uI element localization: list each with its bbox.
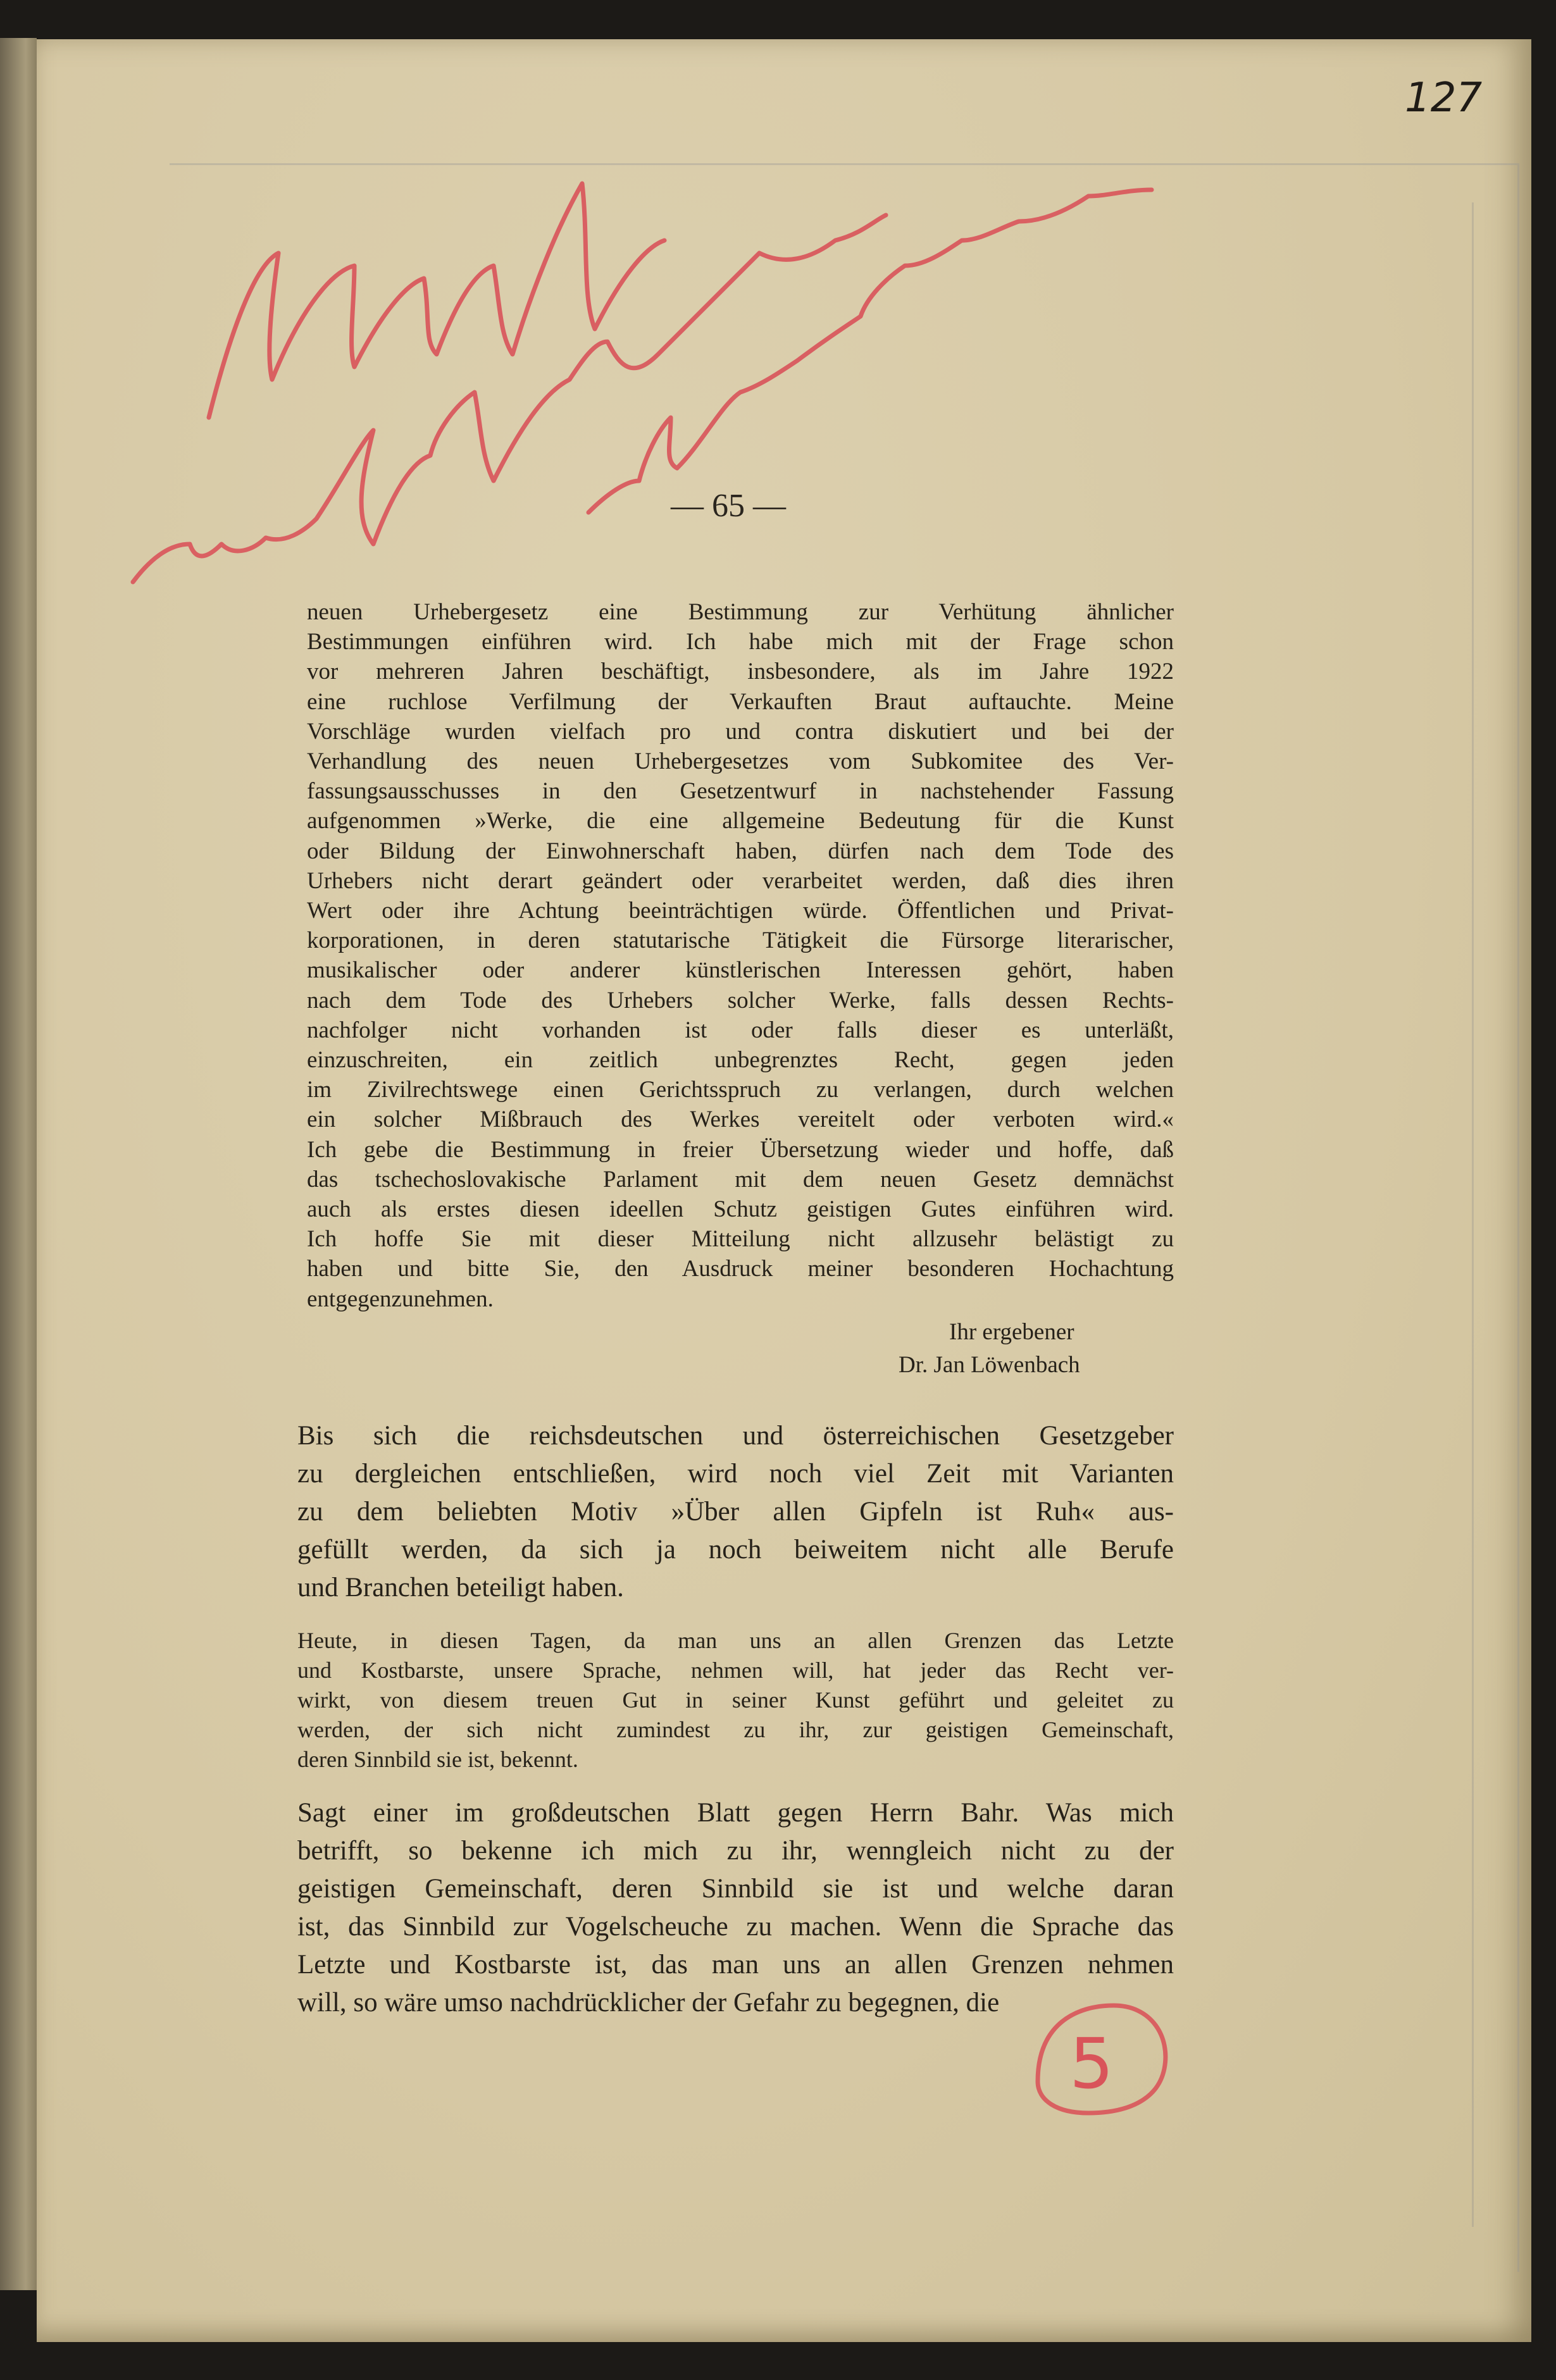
text-line: zu dem beliebten Motiv »Über allen Gipfeln ist Ruh« aus- <box>297 1497 1174 1527</box>
text-line: Verhandlung des neuen Urhebergesetzes vom Subkomitee des Ver- <box>307 748 1174 775</box>
text-line: auch als erstes diesen ideellen Schutz geistigen Gutes einführen wird. <box>307 1196 1174 1223</box>
text-line: will, so wäre umso nachdrücklicher der Gefahr zu begegnen, die <box>297 1988 1000 2017</box>
letter-body <box>307 597 1174 1314</box>
folio-number: 127 <box>1405 75 1483 121</box>
text-line: musikalischer oder anderer künstlerischen Interessen gehört, haben <box>307 957 1174 984</box>
text-line: fassungsausschusses in den Gesetzentwurf in nachstehender Fassung <box>307 778 1174 805</box>
text-line: ein solcher Mißbrauch des Werkes vereitelt oder verboten wird.« <box>307 1106 1174 1133</box>
text-line: nach dem Tode des Urhebers solcher Werke, falls dessen Rechts- <box>307 987 1174 1013</box>
text-line: Ich hoffe Sie mit dieser Mitteilung nicht allzusehr belästigt zu <box>307 1226 1174 1253</box>
text-line: korporationen, in deren statutarische Tätigkeit die Fürsorge literarischer, <box>307 927 1174 954</box>
text-line: nachfolger nicht vorhanden ist oder falls dieser es unterläßt, <box>307 1017 1174 1043</box>
text-line: neuen Urhebergesetz eine Bestimmung zur Verhütung ähnlicher <box>307 599 1174 625</box>
text-line: Bis sich die reichsdeutschen und österreichischen Gesetzgeber <box>297 1421 1174 1451</box>
text-line: ist, das Sinnbild zur Vogelscheuche zu machen. Wenn die Sprache das <box>297 1912 1174 1942</box>
text-line: eine ruchlose Verfilmung der Verkauften Braut auftauchte. Meine <box>307 688 1174 715</box>
text-line: das tschechoslovakische Parlament mit dem neuen Gesetz demnächst <box>307 1166 1174 1193</box>
text-line: im Zivilrechtswege einen Gerichtsspruch zu verlangen, durch welchen <box>307 1077 1174 1103</box>
text-line: entgegenzunehmen. <box>307 1286 494 1312</box>
text-line: einzuschreiten, ein zeitlich unbegrenztes Recht, gegen jeden <box>307 1047 1174 1074</box>
closing-greeting: Ihr ergebener <box>949 1319 1074 1345</box>
text-line: Wert oder ihre Achtung beeinträchtigen würde. Öffentlichen und Privat- <box>307 898 1174 924</box>
text-line: aufgenommen »Werke, die eine allgemeine Bedeutung für die Kunst <box>307 808 1174 834</box>
quoted-paragraph <box>297 1626 1174 1775</box>
text-line: deren Sinnbild sie ist, bekennt. <box>297 1747 578 1772</box>
text-line: oder Bildung der Einwohnerschaft haben, dürfen nach dem Tode des <box>307 838 1174 864</box>
text-line: Urhebers nicht derart geändert oder verarbeitet werden, daß dies ihren <box>307 867 1174 894</box>
text-line: Heute, in diesen Tagen, da man uns an allen Grenzen das Letzte <box>297 1628 1174 1653</box>
text-line: Vorschläge wurden vielfach pro und contra diskutiert und bei der <box>307 718 1174 745</box>
letter-closing <box>899 1316 1145 1382</box>
text-line: Letzte und Kostbarste ist, das man uns an allen Grenzen nehmen <box>297 1950 1174 1980</box>
text-line: Ich gebe die Bestimmung in freier Übersetzung wieder und hoffe, daß <box>307 1136 1174 1163</box>
text-line: betrifft, so bekenne ich mich zu ihr, wenngleich nicht zu der <box>297 1836 1174 1866</box>
text-line: geistigen Gemeinschaft, deren Sinnbild sie ist und welche daran <box>297 1874 1174 1904</box>
text-line: gefüllt werden, da sich ja noch beiweitem nicht alle Berufe <box>297 1535 1174 1565</box>
text-line: haben und bitte Sie, den Ausdruck meiner besonderen Hochachtung <box>307 1256 1174 1282</box>
text-line: und Kostbarste, unsere Sprache, nehmen will, hat jeder das Recht ver- <box>297 1658 1174 1683</box>
facing-page-edge <box>0 38 37 2290</box>
page-number: — 65 — <box>671 488 786 524</box>
commentary-paragraph-2 <box>297 1794 1174 2022</box>
text-line: vor mehreren Jahren beschäftigt, insbesondere, als im Jahre 1922 <box>307 659 1174 685</box>
text-line: Bestimmungen einführen wird. Ich habe mich mit der Frage schon <box>307 629 1174 655</box>
signature-name: Dr. Jan Löwenbach <box>899 1352 1080 1378</box>
circled-number: 5 <box>1069 2023 1114 2104</box>
print-frame-inner-line <box>1472 202 1474 2227</box>
text-line: zu dergleichen entschließen, wird noch viel Zeit mit Varianten <box>297 1459 1174 1489</box>
text-line: werden, der sich nicht zumindest zu ihr, zur geistigen Gemeinschaft, <box>297 1717 1174 1742</box>
text-line: Sagt einer im großdeutschen Blatt gegen Herrn Bahr. Was mich <box>297 1798 1174 1828</box>
commentary-paragraph-1 <box>297 1417 1174 1607</box>
text-line: wirkt, von diesem treuen Gut in seiner Kunst geführt und geleitet zu <box>297 1687 1174 1713</box>
text-line: und Branchen beteiligt haben. <box>297 1573 624 1602</box>
